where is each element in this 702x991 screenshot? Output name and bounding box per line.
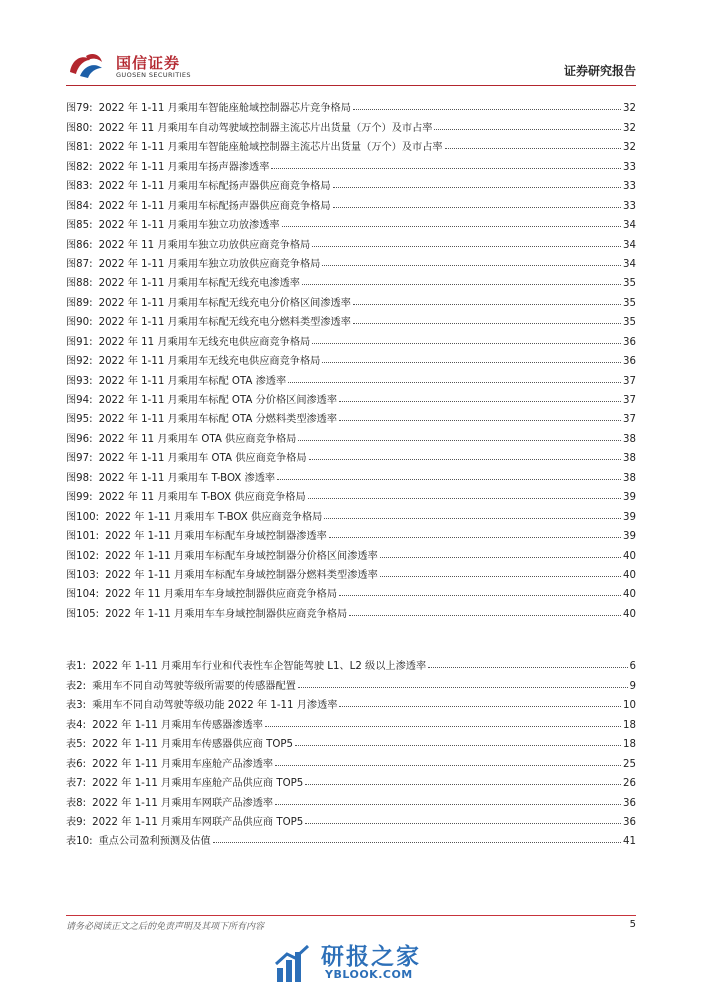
entry-page-number: 40 [623, 608, 636, 620]
table-toc-entry[interactable] [66, 809, 636, 828]
dot-leader [349, 615, 621, 616]
dot-leader [288, 382, 621, 383]
table-toc-entry[interactable] [66, 770, 636, 789]
entry-number: 图92: [66, 356, 93, 368]
figure-toc-entry[interactable] [66, 503, 636, 522]
entry-page-number: 34 [623, 258, 636, 270]
dot-leader [295, 745, 621, 746]
dot-leader [271, 168, 621, 169]
entry-title: 2022 年 11 月乘用车 OTA 供应商竞争格局 [98, 433, 297, 445]
figure-toc-entry[interactable] [66, 367, 636, 386]
entry-title: 2022 年 1-11 月乘用车行业和代表性车企智能驾驶 L1、L2 级以上渗透率 [92, 661, 427, 673]
entry-page-number: 33 [623, 161, 636, 173]
entry-title: 2022 年 11 月乘用车自动驾驶域控制器主流芯片出货量（万个）及市占率 [98, 122, 433, 134]
entry-number: 图94: [66, 395, 93, 406]
dot-leader [339, 706, 621, 707]
entry-title: 2022 年 1-11 月乘用车标配车身域控制器分燃料类型渗透率 [105, 569, 378, 581]
entry-title: 2022 年 1-11 月乘用车网联产品渗透率 [92, 797, 274, 809]
entry-title: 2022 年 1-11 月乘用车座舱产品供应商 TOP5 [92, 778, 304, 790]
entry-title: 2022 年 1-11 月乘用车标配无线充电分燃料类型渗透率 [98, 317, 351, 329]
dot-leader [434, 129, 621, 130]
figure-toc-entry[interactable] [66, 114, 636, 133]
dot-leader [353, 304, 621, 305]
watermark [275, 940, 445, 986]
dot-leader [275, 765, 621, 766]
dot-leader [380, 576, 621, 577]
entry-title: 2022 年 1-11 月乘用车标配无线充电分价格区间渗透率 [98, 297, 351, 309]
dot-leader [380, 557, 621, 558]
figure-toc-entry[interactable] [66, 464, 636, 483]
table-toc-entry[interactable] [66, 692, 636, 711]
entry-number: 表9: [66, 816, 87, 828]
entry-number: 图97: [66, 453, 93, 465]
table-toc-entry[interactable] [66, 828, 636, 847]
figure-toc-entry[interactable] [66, 95, 636, 114]
entry-title: 乘用车不同自动驾驶等级功能 2022 年 1-11 月渗透率 [92, 700, 338, 712]
entry-number: 表5: [66, 739, 87, 751]
entry-number: 图104: [66, 589, 100, 601]
entry-number: 图98: [66, 472, 93, 484]
bar-chart-icon [275, 944, 311, 984]
figure-toc-entry[interactable] [66, 484, 636, 503]
table-toc-entry[interactable] [66, 711, 636, 730]
dot-leader [324, 518, 621, 519]
entry-page-number: 36 [623, 356, 636, 368]
entry-page-number: 32 [623, 142, 636, 154]
entry-page-number: 10 [623, 700, 636, 712]
entry-page-number: 35 [623, 278, 636, 290]
dot-leader [333, 207, 621, 208]
entry-page-number: 36 [623, 816, 636, 828]
watermark-text-en: YBLOOK.COM [325, 968, 413, 981]
entry-number: 图83: [66, 181, 93, 193]
dot-leader [339, 595, 621, 596]
entry-page-number: 41 [623, 836, 636, 848]
dot-leader [322, 362, 621, 363]
entry-title: 2022 年 1-11 月乘用车标配扬声器供应商竞争格局 [98, 200, 331, 212]
table-toc-entry[interactable] [66, 653, 636, 672]
entry-number: 图81: [66, 142, 93, 154]
entry-title: 2022 年 1-11 月乘用车智能座舱域控制器主流芯片出货量（万个）及市占率 [98, 142, 443, 154]
dot-leader [312, 343, 621, 344]
entry-title: 2022 年 1-11 月乘用车传感器供应商 TOP5 [92, 739, 294, 751]
figure-toc-entry[interactable] [66, 134, 636, 153]
entry-title: 2022 年 1-11 月乘用车标配无线充电渗透率 [98, 278, 300, 290]
entry-title: 2022 年 1-11 月乘用车 T-BOX 渗透率 [98, 472, 276, 484]
table-toc-entry[interactable] [66, 789, 636, 808]
entry-title: 2022 年 1-11 月乘用车智能座舱域控制器芯片竞争格局 [98, 103, 351, 115]
entry-page-number: 33 [623, 181, 636, 193]
entry-title: 2022 年 1-11 月乘用车传感器渗透率 [92, 719, 263, 731]
table-toc-entry[interactable] [66, 750, 636, 769]
page-header [0, 0, 702, 90]
entry-number: 图88: [66, 278, 93, 290]
page-number: 5 [629, 919, 636, 930]
entry-title: 2022 年 1-11 月乘用车标配车身域控制器渗透率 [105, 531, 327, 543]
entry-title: 2022 年 11 月乘用车独立功放供应商竞争格局 [98, 239, 311, 251]
entry-page-number: 18 [623, 719, 636, 731]
header-divider [66, 85, 636, 86]
figure-toc-entry[interactable] [66, 212, 636, 231]
dot-leader [302, 284, 621, 285]
dot-leader [333, 187, 621, 188]
entry-number: 表10: [66, 836, 93, 848]
dot-leader [305, 784, 621, 785]
entry-number: 图93: [66, 375, 93, 387]
figure-toc-entry[interactable] [66, 153, 636, 172]
entry-number: 图79: [66, 103, 93, 115]
table-toc-entry[interactable] [66, 672, 636, 691]
figure-toc-entry[interactable] [66, 600, 636, 619]
dot-leader [275, 804, 621, 805]
entry-number: 图84: [66, 200, 93, 212]
dot-leader [322, 265, 621, 266]
figure-toc-entry[interactable] [66, 523, 636, 542]
entry-number: 表3: [66, 700, 87, 712]
entry-page-number: 40 [623, 550, 636, 562]
entry-page-number: 25 [623, 758, 636, 770]
entry-title: 2022 年 1-11 月乘用车无线充电供应商竞争格局 [98, 356, 321, 368]
entry-title: 2022 年 1-11 月乘用车标配 OTA 渗透率 [98, 375, 287, 387]
entry-number: 图80: [66, 122, 93, 134]
figure-toc-entry[interactable] [66, 406, 636, 425]
entry-page-number: 36 [623, 797, 636, 809]
entry-page-number: 6 [629, 661, 636, 673]
figure-toc-entry[interactable] [66, 173, 636, 192]
entry-number: 表1: [66, 661, 87, 673]
entry-title: 2022 年 11 月乘用车车身域控制器供应商竞争格局 [105, 589, 338, 601]
figure-toc-entry[interactable] [66, 348, 636, 367]
report-type-label: 证券研究报告 [563, 64, 636, 78]
entry-number: 图99: [66, 492, 93, 504]
entry-page-number: 38 [623, 472, 636, 484]
entry-page-number: 40 [623, 569, 636, 581]
entry-title: 2022 年 1-11 月乘用车独立功放供应商竞争格局 [98, 258, 321, 270]
entry-title: 2022 年 1-11 月乘用车网联产品供应商 TOP5 [92, 816, 304, 828]
entry-number: 表4: [66, 719, 87, 731]
entry-number: 图85: [66, 220, 93, 232]
dot-leader [312, 246, 621, 247]
dot-leader [305, 823, 621, 824]
logo-text-en: GUOSEN SECURITIES [116, 71, 191, 79]
entry-number: 表8: [66, 797, 87, 809]
entry-title: 2022 年 1-11 月乘用车标配 OTA 分燃料类型渗透率 [98, 414, 338, 426]
disclaimer-text: 请务必阅读正文之后的免责声明及其项下所有内容 [66, 922, 265, 932]
entry-title: 乘用车不同自动驾驶等级所需要的传感器配置 [92, 680, 296, 692]
entry-page-number: 37 [623, 375, 636, 387]
footer-divider [66, 915, 636, 916]
entry-title: 2022 年 1-11 月乘用车座舱产品渗透率 [92, 758, 274, 770]
dot-leader [445, 148, 621, 149]
entry-title: 2022 年 1-11 月乘用车 OTA 供应商竞争格局 [98, 453, 307, 465]
figure-toc-entry[interactable] [66, 309, 636, 328]
table-toc-entry[interactable] [66, 731, 636, 750]
figures-toc [66, 95, 636, 620]
entry-number: 图87: [66, 258, 93, 270]
dot-leader [353, 323, 621, 324]
figure-toc-entry[interactable] [66, 562, 636, 581]
figure-toc-entry[interactable] [66, 251, 636, 270]
entry-title: 2022 年 1-11 月乘用车标配 OTA 分价格区间渗透率 [98, 395, 338, 406]
dot-leader [428, 667, 627, 668]
entry-number: 图101: [66, 531, 100, 543]
entry-title: 2022 年 1-11 月乘用车标配车身域控制器分价格区间渗透率 [105, 550, 378, 562]
entry-page-number: 38 [623, 433, 636, 445]
entry-number: 表7: [66, 778, 87, 790]
entry-page-number: 35 [623, 317, 636, 329]
dot-leader [353, 109, 621, 110]
figure-toc-entry[interactable] [66, 425, 636, 444]
figure-toc-entry[interactable] [66, 270, 636, 289]
entry-number: 图103: [66, 569, 100, 581]
figure-toc-entry[interactable] [66, 387, 636, 406]
entry-title: 2022 年 1-11 月乘用车标配扬声器供应商竞争格局 [98, 181, 331, 193]
entry-page-number: 33 [623, 200, 636, 212]
entry-number: 图105: [66, 608, 100, 620]
entry-page-number: 18 [623, 739, 636, 751]
dot-leader [298, 440, 621, 441]
entry-title: 2022 年 11 月乘用车无线充电供应商竞争格局 [98, 336, 311, 348]
entry-page-number: 37 [623, 395, 636, 406]
figure-toc-entry[interactable] [66, 581, 636, 600]
entry-page-number: 37 [623, 414, 636, 426]
entry-number: 表6: [66, 758, 87, 770]
entry-page-number: 39 [623, 511, 636, 523]
entry-number: 图91: [66, 336, 93, 348]
entry-number: 图89: [66, 297, 93, 309]
entry-title: 2022 年 1-11 月乘用车车身域控制器供应商竞争格局 [105, 608, 348, 620]
logo-text-cn: 国信证券 [116, 54, 181, 72]
entry-number: 图100: [66, 511, 100, 523]
dot-leader [308, 498, 621, 499]
entry-page-number: 39 [623, 492, 636, 504]
entry-number: 表2: [66, 680, 87, 692]
entry-page-number: 26 [623, 778, 636, 790]
entry-title: 2022 年 11 月乘用车 T-BOX 供应商竞争格局 [98, 492, 306, 504]
entry-page-number: 32 [623, 103, 636, 115]
figure-toc-entry[interactable] [66, 192, 636, 211]
entry-page-number: 38 [623, 453, 636, 465]
figure-toc-entry[interactable] [66, 289, 636, 308]
entry-page-number: 35 [623, 297, 636, 309]
figure-toc-entry[interactable] [66, 328, 636, 347]
entry-number: 图96: [66, 433, 93, 445]
entry-number: 图86: [66, 239, 93, 251]
entry-number: 图82: [66, 161, 93, 173]
figure-toc-entry[interactable] [66, 445, 636, 464]
tables-toc [66, 653, 636, 847]
dot-leader [339, 401, 621, 402]
entry-title: 2022 年 1-11 月乘用车扬声器渗透率 [98, 161, 270, 173]
dot-leader [339, 420, 621, 421]
entry-title: 重点公司盈利预测及估值 [98, 836, 211, 848]
figure-toc-entry[interactable] [66, 231, 636, 250]
entry-page-number: 9 [629, 680, 636, 692]
entry-title: 2022 年 1-11 月乘用车 T-BOX 供应商竞争格局 [105, 511, 323, 523]
entry-number: 图102: [66, 550, 100, 562]
entry-page-number: 34 [623, 239, 636, 251]
guosen-logo-icon [66, 50, 106, 80]
dot-leader [329, 537, 621, 538]
dot-leader [309, 459, 622, 460]
figure-toc-entry[interactable] [66, 542, 636, 561]
watermark-text-cn: 研报之家 [321, 944, 421, 970]
entry-page-number: 39 [623, 531, 636, 543]
entry-page-number: 40 [623, 589, 636, 601]
entry-page-number: 36 [623, 336, 636, 348]
dot-leader [265, 726, 621, 727]
entry-number: 图95: [66, 414, 93, 426]
entry-number: 图90: [66, 317, 93, 329]
entry-page-number: 32 [623, 122, 636, 134]
dot-leader [282, 226, 621, 227]
dot-leader [298, 687, 628, 688]
entry-title: 2022 年 1-11 月乘用车独立功放渗透率 [98, 220, 280, 232]
entry-page-number: 34 [623, 220, 636, 232]
dot-leader [213, 842, 621, 843]
dot-leader [277, 479, 621, 480]
